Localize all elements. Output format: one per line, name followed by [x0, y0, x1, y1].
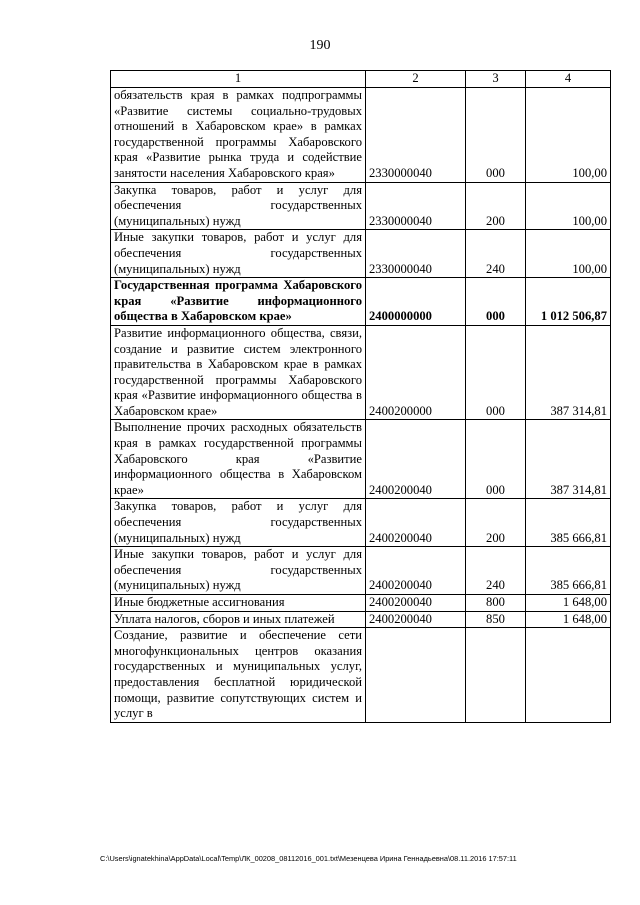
table-row	[111, 547, 611, 595]
row-type-cell: 200	[466, 499, 526, 547]
row-type-cell: 200	[466, 182, 526, 230]
table-row	[111, 230, 611, 278]
table-row	[111, 88, 611, 183]
row-sum-cell: 385 666,81	[526, 547, 611, 595]
row-sum-cell: 100,00	[526, 182, 611, 230]
row-sum-cell: 1 648,00	[526, 595, 611, 612]
file-path-footer: C:\Users\ignatekhina\AppData\Local\Temp\ЛК_00208_08112016_001.txt\Мезенцева Ирина Геннадьевна\08.11.2016 17:57:11	[100, 854, 517, 863]
row-type-cell: 850	[466, 611, 526, 628]
column-header-3: 3	[466, 71, 526, 88]
row-code-cell: 2400200040	[366, 611, 466, 628]
column-header-2: 2	[366, 71, 466, 88]
column-header-4: 4	[526, 71, 611, 88]
row-code-cell	[366, 628, 466, 723]
row-name-cell: Уплата налогов, сборов и иных платежей	[111, 611, 366, 628]
row-type-cell: 240	[466, 547, 526, 595]
row-type-cell: 800	[466, 595, 526, 612]
row-name-cell: Развитие информационного общества, связи, создание и развитие систем электронного правительства в Хабаровском крае в рамках государственной программы Хабаровского края «Развитие информационного общества в Хабаровском крае»	[111, 325, 366, 420]
row-code-cell: 2400200040	[366, 547, 466, 595]
table-row	[111, 182, 611, 230]
header-row	[111, 71, 611, 88]
table-row	[111, 325, 611, 420]
row-type-cell: 000	[466, 88, 526, 183]
column-header-1: 1	[111, 71, 366, 88]
row-code-cell: 2400200040	[366, 499, 466, 547]
row-type-cell: 000	[466, 420, 526, 499]
row-code-cell: 2330000040	[366, 230, 466, 278]
budget-table	[110, 70, 611, 723]
table-row	[111, 595, 611, 612]
row-type-cell: 240	[466, 230, 526, 278]
row-sum-cell: 385 666,81	[526, 499, 611, 547]
row-type-cell: 000	[466, 278, 526, 326]
table-row	[111, 611, 611, 628]
row-type-cell: 000	[466, 325, 526, 420]
table-row	[111, 420, 611, 499]
row-name-cell: Иные закупки товаров, работ и услуг для обеспечения государственных (муниципальных) нужд	[111, 547, 366, 595]
row-sum-cell: 1 012 506,87	[526, 278, 611, 326]
row-name-cell: Закупка товаров, работ и услуг для обеспечения государственных (муниципальных) нужд	[111, 499, 366, 547]
row-code-cell: 2330000040	[366, 182, 466, 230]
row-name-cell: Создание, развитие и обеспечение сети многофункциональных центров оказания государственных и муниципальных услуг, предоставления бесплатной юридической помощи, развитие сопутствующих систем и услуг в	[111, 628, 366, 723]
row-name-cell: Государственная программа Хабаровского края «Развитие информационного общества в Хабаровском крае»	[111, 278, 366, 326]
row-name-cell: Иные закупки товаров, работ и услуг для обеспечения государственных (муниципальных) нужд	[111, 230, 366, 278]
row-sum-cell	[526, 628, 611, 723]
row-sum-cell: 100,00	[526, 230, 611, 278]
row-name-cell: Выполнение прочих расходных обязательств края в рамках государственной программы Хабаровского края «Развитие информационного общества в Хабаровском крае»	[111, 420, 366, 499]
row-sum-cell: 100,00	[526, 88, 611, 183]
table-row	[111, 278, 611, 326]
table-row	[111, 628, 611, 723]
row-code-cell: 2400200040	[366, 420, 466, 499]
table-row	[111, 499, 611, 547]
row-sum-cell: 387 314,81	[526, 325, 611, 420]
row-code-cell: 2330000040	[366, 88, 466, 183]
row-code-cell: 2400200040	[366, 595, 466, 612]
row-name-cell: Закупка товаров, работ и услуг для обеспечения государственных (муниципальных) нужд	[111, 182, 366, 230]
row-name-cell: обязательств края в рамках подпрограммы «Развитие системы социально-трудовых отношений в Хабаровском крае» в рамках государственной программы Хабаровского края «Развитие рынка труда и содействие занятости населения Хабаровского края»	[111, 88, 366, 183]
row-sum-cell: 1 648,00	[526, 611, 611, 628]
row-sum-cell: 387 314,81	[526, 420, 611, 499]
row-code-cell: 2400200000	[366, 325, 466, 420]
page-number: 190	[309, 38, 331, 53]
row-code-cell: 2400000000	[366, 278, 466, 326]
row-name-cell: Иные бюджетные ассигнования	[111, 595, 366, 612]
row-type-cell	[466, 628, 526, 723]
